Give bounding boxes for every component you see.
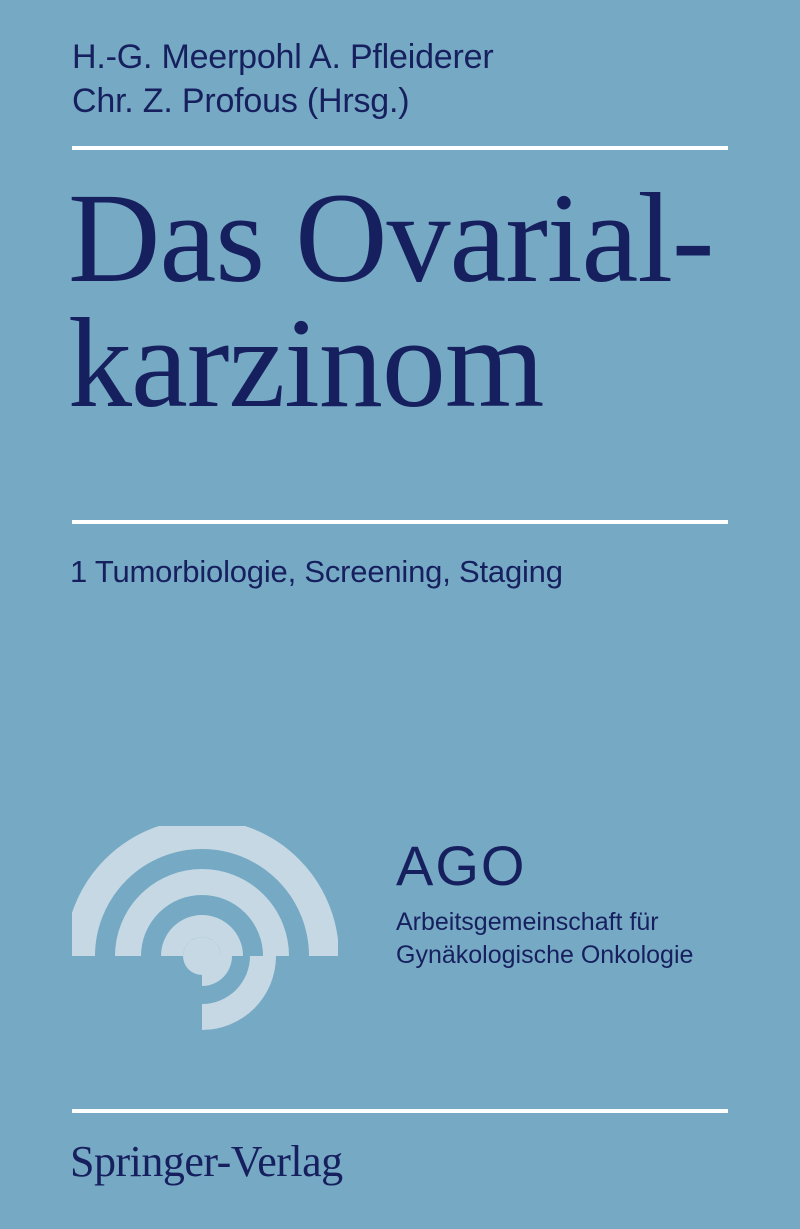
ago-expansion xyxy=(396,906,756,971)
book-title xyxy=(68,167,768,435)
divider-middle xyxy=(72,520,728,524)
ago-acronym: AGO xyxy=(396,834,527,897)
ago-concentric-arcs-logo-icon xyxy=(72,826,338,1076)
divider-bottom xyxy=(72,1109,728,1113)
title-line-1: Das Ovarial- xyxy=(68,167,714,309)
ago-text-block xyxy=(396,834,756,971)
editors-line-1: H.-G. Meerpohl A. Pfleiderer xyxy=(72,38,494,76)
ago-expansion-line-2: Gynäkologische Onkologie xyxy=(396,940,694,969)
editors-line-2: Chr. Z. Profous (Hrsg.) xyxy=(72,81,410,120)
title-line-2: karzinom xyxy=(68,292,544,435)
divider-top xyxy=(72,146,728,150)
ago-expansion-line-1: Arbeitsgemeinschaft für xyxy=(396,908,659,936)
book-subtitle: 1 Tumorbiologie, Screening, Staging xyxy=(70,554,563,589)
editors-block xyxy=(72,36,712,123)
publisher-name: Springer-Verlag xyxy=(70,1137,343,1186)
